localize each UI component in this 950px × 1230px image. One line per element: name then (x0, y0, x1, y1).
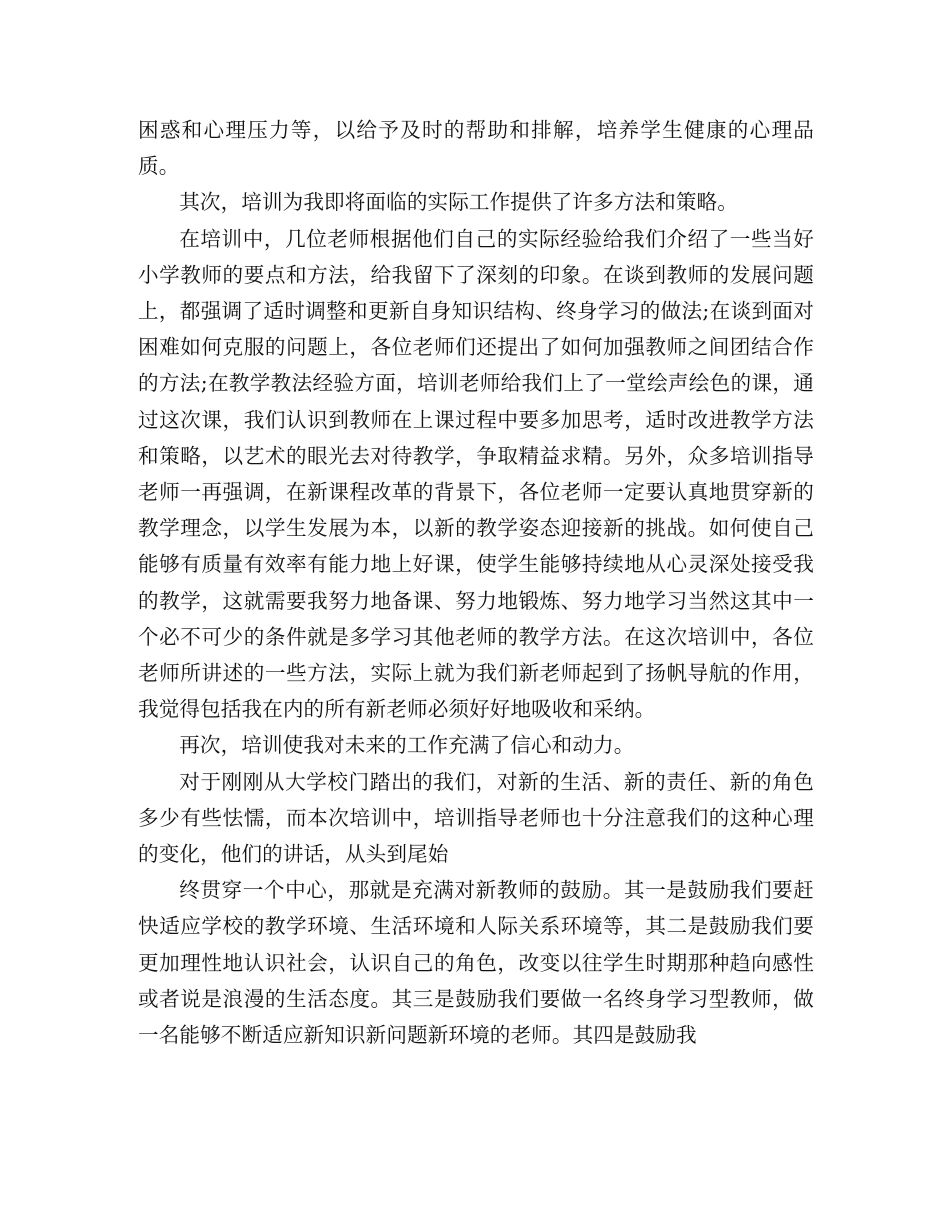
paragraph-4: 再次，培训使我对未来的工作充满了信心和动力。 (179, 733, 635, 758)
paragraph-6: 终贯穿一个中心，那就是充满对新教师的鼓励。其一是鼓励我们要赶快适应学校的教学环境、生活环境和人际关系环境等，其二是鼓励我们要更加理性地认识社会，认识自己的角色，改变以往学生时期那种趋向感性或者说是浪漫的生活态度。其三是鼓励我们要做一名终身学习型教师，做一名能够不断适应新知识新问题新环境的老师。其四是鼓励我 (138, 878, 814, 1048)
paragraph-5: 对于刚刚从大学校门踏出的我们，对新的生活、新的责任、新的角色多少有些怯懦，而本次培训中，培训指导老师也十分注意我们的这种心理的变化，他们的讲话，从头到尾始 (138, 769, 814, 867)
paragraph-3: 在培训中，几位老师根据他们自己的实际经验给我们介绍了一些当好小学教师的要点和方法，给我留下了深刻的印象。在谈到教师的发展问题上，都强调了适时调整和更新自身知识结构、终身学习的做法;在谈到面对困难如何克服的问题上，各位老师们还提出了如何加强教师之间团结合作的方法;在教学教法经验方面，培训老师给我们上了一堂绘声绘色的课，通过这次课，我们认识到教师在上课过程中要多加思考，适时改进教学方法和策略，以艺术的眼光去对待教学，争取精益求精。另外，众多培训指导老师一再强调，在新课程改革的背景下，各位老师一定要认真地贯穿新的教学理念，以学生发展为本，以新的教学姿态迎接新的挑战。如何使自己能够有质量有效率有能力地上好课，使学生能够持续地从心灵深处接受我的教学，这就需要我努力地备课、努力地锻炼、努力地学习当然这其中一个必不可少的条件就是多学习其他老师的教学方法。在这次培训中，各位老师所讲述的一些方法，实际上就为我们新老师起到了扬帆导航的作用，我觉得包括我在内的所有新老师必须好好地吸收和采纳。 (138, 226, 814, 722)
document-body (138, 112, 814, 1053)
paragraph-2: 其次，培训为我即将面临的实际工作提供了许多方法和策略。 (179, 190, 738, 215)
paragraph-1: 困惑和心理压力等，以给予及时的帮助和排解，培养学生健康的心理品质。 (138, 118, 814, 179)
